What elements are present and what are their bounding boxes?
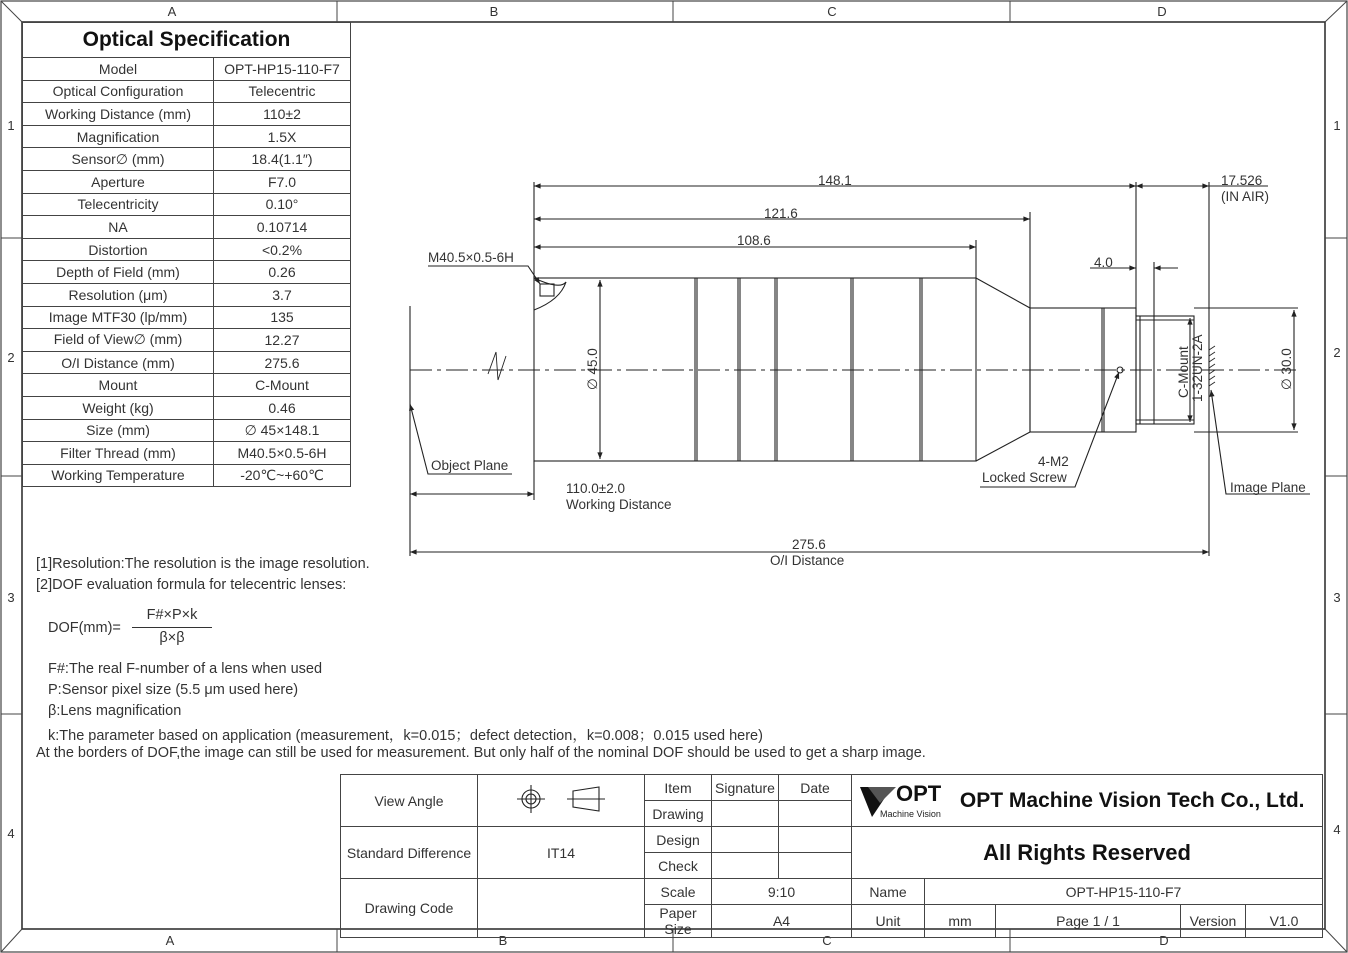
dim-121: 121.6 <box>764 206 798 221</box>
spec-label: Sensor∅ (mm) <box>23 148 214 171</box>
zone-row-1-left: 1 <box>7 118 15 133</box>
scale-label: Scale <box>645 879 712 905</box>
dia-30: ∅ 30.0 <box>1279 348 1294 390</box>
cmount-label: C-Mount <box>1176 346 1191 398</box>
zone-col-d-top: D <box>1157 4 1167 19</box>
std-diff-label: Standard Difference <box>341 827 478 879</box>
view-angle-label: View Angle <box>341 775 478 827</box>
spec-label: Weight (kg) <box>23 396 214 419</box>
opt-logo-text: OPT <box>896 780 942 806</box>
locked-screw-label: Locked Screw <box>982 470 1067 485</box>
note-pixel: P:Sensor pixel size (5.5 μm used here) <box>48 682 299 698</box>
dia-45: ∅ 45.0 <box>585 348 600 390</box>
opt-logo-sub: Machine Vision <box>880 808 941 819</box>
design-date <box>779 827 852 853</box>
zone-row-2-right: 2 <box>1333 345 1341 360</box>
zone-row-3-right: 3 <box>1333 590 1341 605</box>
zone-col-b-top: B <box>489 4 499 19</box>
company-name: OPT Machine Vision Tech Co., Ltd. <box>959 788 1305 812</box>
name-label: Name <box>852 879 925 905</box>
zone-row-3-left: 3 <box>7 590 15 605</box>
page-number: Page 1 / 1 <box>996 905 1181 938</box>
drawing-code-value <box>478 879 645 938</box>
image-plane-label: Image Plane <box>1230 480 1306 495</box>
spec-value: 275.6 <box>214 351 351 374</box>
item-header: Item <box>645 775 712 801</box>
spec-value: M40.5×0.5-6H <box>214 442 351 465</box>
screw-count-label: 4-M2 <box>1038 454 1069 469</box>
note-dof: [2]DOF evaluation formula for telecentric lenses: <box>36 577 347 593</box>
spec-value: 0.46 <box>214 396 351 419</box>
dim-4: 4.0 <box>1094 255 1113 270</box>
thread-callout: M40.5×0.5-6H <box>428 250 514 265</box>
spec-value: 110±2 <box>214 103 351 126</box>
working-distance-value: 110.0±2.0 <box>566 481 625 496</box>
dof-formula-denominator: β×β <box>159 630 185 646</box>
dim-148: 148.1 <box>818 173 852 188</box>
spec-label: Working Temperature <box>23 464 214 487</box>
spec-value: 18.4(1.1″) <box>214 148 351 171</box>
spec-label: Aperture <box>23 170 214 193</box>
spec-value: <0.2% <box>214 238 351 261</box>
dof-formula-lhs: DOF(mm)= <box>48 620 121 636</box>
spec-value: C-Mount <box>214 374 351 397</box>
spec-value: F7.0 <box>214 170 351 193</box>
check-date <box>779 853 852 879</box>
zone-col-c-top: C <box>827 4 837 19</box>
spec-label: Model <box>23 58 214 81</box>
spec-label: Telecentricity <box>23 193 214 216</box>
object-plane-label: Object Plane <box>431 458 509 473</box>
spec-value: OPT-HP15-110-F7 <box>214 58 351 81</box>
design-signature <box>712 827 779 853</box>
drawing-row-label: Drawing <box>645 801 712 827</box>
spec-value: 3.7 <box>214 283 351 306</box>
version-value: V1.0 <box>1246 905 1323 938</box>
unit-value: mm <box>925 905 996 938</box>
dim-108: 108.6 <box>737 233 771 248</box>
projection-symbol-icon <box>511 781 611 817</box>
spec-value: 0.10° <box>214 193 351 216</box>
date-header: Date <box>779 775 852 801</box>
company-cell <box>852 775 1323 827</box>
zone-row-2-left: 2 <box>7 350 15 365</box>
unit-label: Unit <box>852 905 925 938</box>
spec-value: 1.5X <box>214 125 351 148</box>
spec-label: Image MTF30 (lp/mm) <box>23 306 214 329</box>
check-label: Check <box>645 853 712 879</box>
title-block <box>340 774 1323 938</box>
oi-distance-value: 275.6 <box>792 537 826 552</box>
spec-value: 12.27 <box>214 329 351 352</box>
spec-label: Size (mm) <box>23 419 214 442</box>
paper-size-label: Paper Size <box>645 905 712 938</box>
design-label: Design <box>645 827 712 853</box>
oi-distance-label: O/I Distance <box>770 553 845 568</box>
spec-value: 0.10714 <box>214 216 351 239</box>
drawing-date <box>779 801 852 827</box>
zone-col-a-top: A <box>167 4 177 19</box>
check-signature <box>712 853 779 879</box>
version-label: Version <box>1181 905 1246 938</box>
scale-value: 9:10 <box>712 879 852 905</box>
spec-label: Distortion <box>23 238 214 261</box>
zone-row-4-left: 4 <box>7 826 15 841</box>
working-distance-label: Working Distance <box>566 497 672 512</box>
dof-formula-numerator: F#×P×k <box>146 607 198 623</box>
zone-row-1-right: 1 <box>1333 118 1341 133</box>
opt-logo <box>858 779 956 823</box>
spec-label: Depth of Field (mm) <box>23 261 214 284</box>
spec-label: NA <box>23 216 214 239</box>
dim-17: 17.526 <box>1221 173 1263 188</box>
view-angle-symbols <box>478 775 645 827</box>
note-k-param: k:The parameter based on application (measurement，k=0.015；defect detection，k=0.008；0.015 used here) <box>48 728 763 744</box>
cmount-thread: 1-32UN-2A <box>1190 334 1205 402</box>
zone-col-d-bottom: D <box>1159 933 1169 948</box>
spec-label: Filter Thread (mm) <box>23 442 214 465</box>
drawing-signature <box>712 801 779 827</box>
spec-value: 135 <box>214 306 351 329</box>
std-diff-value: IT14 <box>478 827 645 879</box>
spec-title: Optical Specification <box>23 23 351 58</box>
spec-label: Optical Configuration <box>23 80 214 103</box>
spec-value: -20℃~+60℃ <box>214 464 351 487</box>
spec-label: O/I Distance (mm) <box>23 351 214 374</box>
note-fnumber: F#:The real F-number of a lens when used <box>48 661 323 677</box>
zone-col-c-bottom: C <box>822 933 832 948</box>
dim-17-in-air: (IN AIR) <box>1221 189 1270 204</box>
name-value: OPT-HP15-110-F7 <box>925 879 1323 905</box>
note-magnification: β:Lens magnification <box>48 703 182 719</box>
spec-label: Magnification <box>23 125 214 148</box>
note-borders: At the borders of DOF,the image can still be used for measurement. But only half of the nominal DOF should be used to get a sharp image. <box>36 745 926 761</box>
spec-value: Telecentric <box>214 80 351 103</box>
spec-label: Field of View∅ (mm) <box>23 329 214 352</box>
zone-row-4-right: 4 <box>1333 822 1341 837</box>
zone-col-b-bottom: B <box>498 933 508 948</box>
paper-size-value: A4 <box>712 905 852 938</box>
drawing-code-label: Drawing Code <box>341 879 478 938</box>
spec-label: Working Distance (mm) <box>23 103 214 126</box>
rights-text: All Rights Reserved <box>852 827 1323 879</box>
spec-label: Mount <box>23 374 214 397</box>
spec-label: Resolution (μm) <box>23 283 214 306</box>
zone-col-a-bottom: A <box>165 933 175 948</box>
signature-header: Signature <box>712 775 779 801</box>
spec-value: ∅ 45×148.1 <box>214 419 351 442</box>
spec-value: 0.26 <box>214 261 351 284</box>
note-resolution: [1]Resolution:The resolution is the image resolution. <box>36 556 370 572</box>
